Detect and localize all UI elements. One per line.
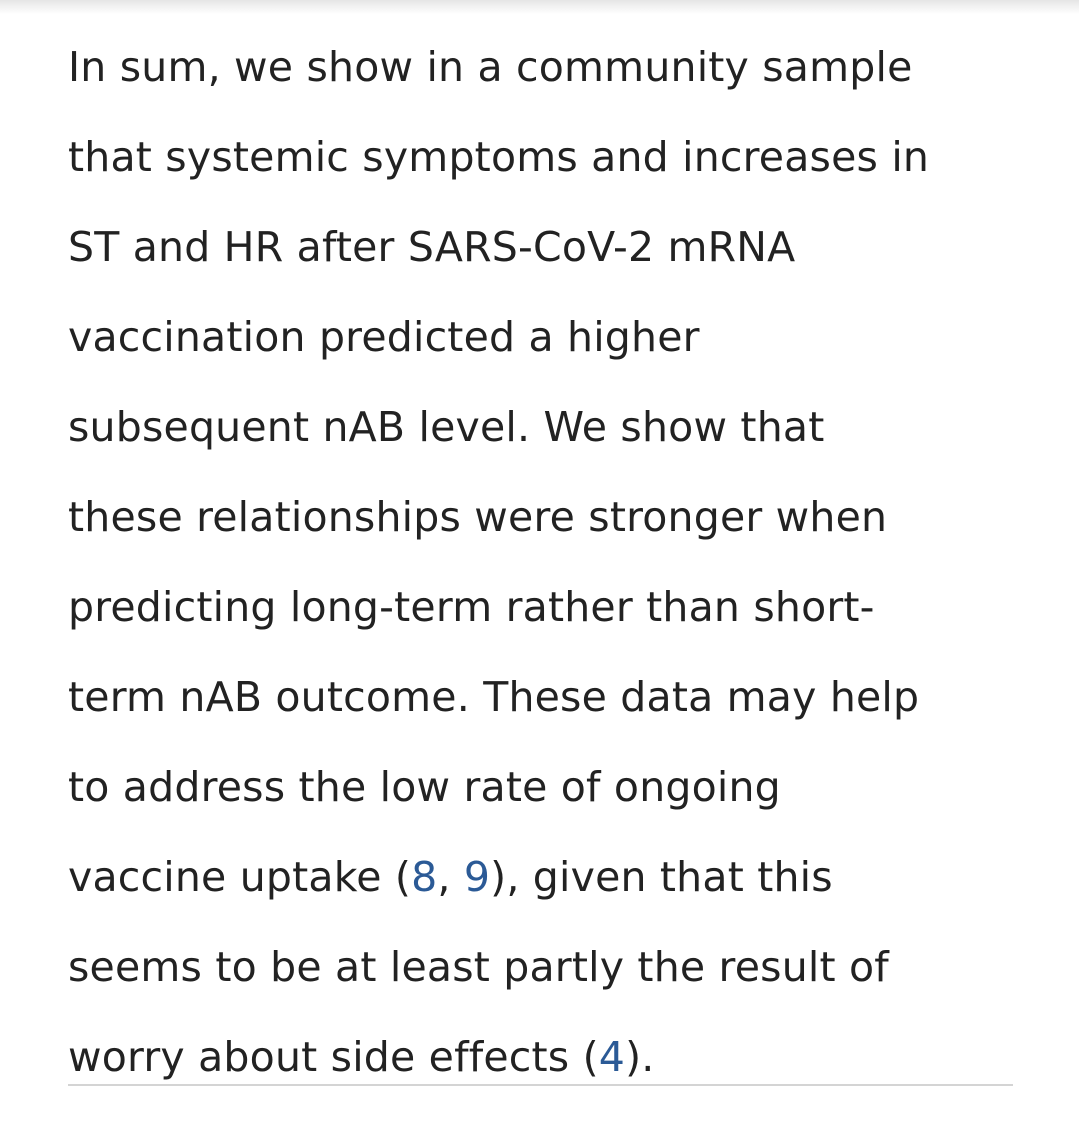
text-line: to address the low rate of ongoing <box>68 763 781 811</box>
reference-link-9[interactable]: 9 <box>463 853 491 901</box>
text-segment: vaccine uptake ( <box>68 853 412 901</box>
section-divider <box>68 1084 1013 1086</box>
text-line: ST and HR after SARS-CoV-2 mRNA <box>68 223 796 271</box>
reference-link-4[interactable]: 4 <box>598 1033 626 1081</box>
text-line: seems to be at least partly the result of <box>68 943 889 991</box>
text-line: vaccination predicted a higher <box>68 313 700 361</box>
text-line <box>68 1012 1013 1102</box>
article-body <box>68 0 1013 1102</box>
text-line: term nAB outcome. These data may help <box>68 673 920 721</box>
text-segment: ), given that this <box>490 853 833 901</box>
text-line: predicting long-term rather than short- <box>68 583 875 631</box>
reference-link-8[interactable]: 8 <box>411 853 438 901</box>
text-line: subsequent nAB level. We show that <box>68 403 825 451</box>
text-segment: , <box>437 853 464 901</box>
text-segment: ). <box>625 1033 655 1081</box>
text-segment: worry about side effects ( <box>68 1033 599 1081</box>
text-line <box>68 832 1013 922</box>
text-line: these relationships were stronger when <box>68 493 888 541</box>
text-line: that systemic symptoms and increases in <box>68 133 930 181</box>
paragraph <box>68 0 1013 1102</box>
text-line: In sum, we show in a community sample <box>68 43 913 91</box>
